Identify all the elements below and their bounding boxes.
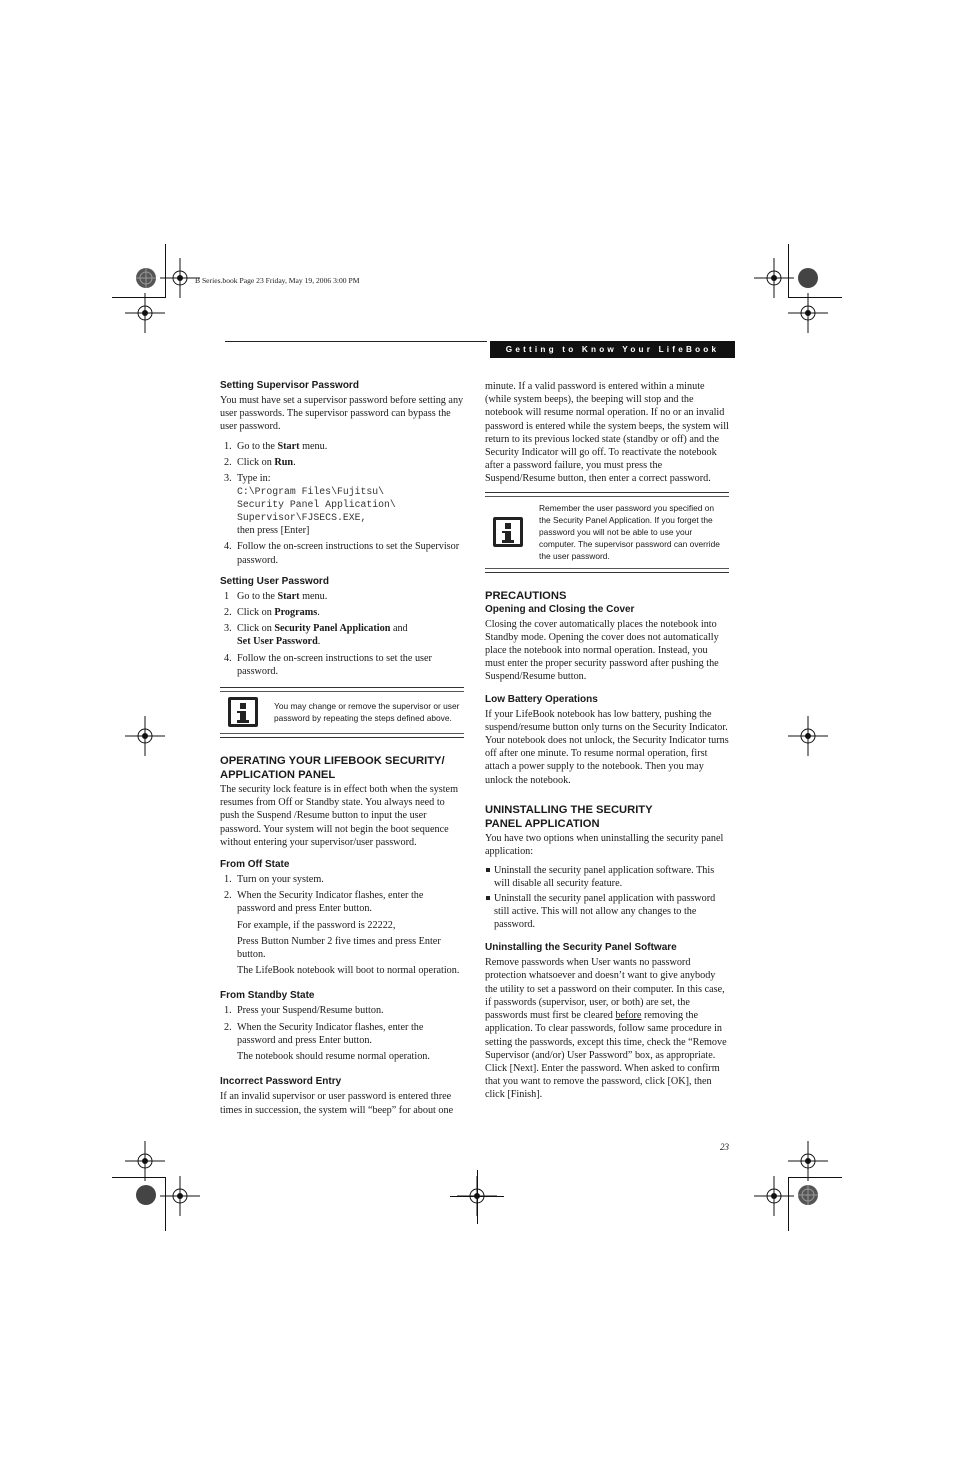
list-item: 4. Follow the on-screen instructions to set the Supervisor password. xyxy=(224,541,460,566)
step-list xyxy=(220,1004,464,1047)
paragraph: The LifeBook notebook will boot to normal operation. xyxy=(237,965,460,977)
list-item: 2. Click on Programs. xyxy=(224,607,320,619)
section-heading: From Off State xyxy=(220,859,290,871)
section-heading: UNINSTALLING THE SECURITY PANEL APPLICATION xyxy=(485,803,653,830)
paragraph: Closing the cover automatically places the notebook into Standby mode. Opening the cover does not automatically place the notebook into normal operation. Instead, you must enter the proper security password after pushing the Suspend/Resume button. xyxy=(485,618,719,683)
list-item: 2. Click on Run. xyxy=(224,456,296,468)
note-text: You may change or remove the supervisor or user password by repeating the steps defined above. xyxy=(274,701,460,724)
info-icon xyxy=(228,697,258,727)
registration-mark-icon xyxy=(788,716,828,756)
registration-mark-icon xyxy=(125,716,165,756)
paragraph: Remove passwords when User wants no password protection whatsoever and doesn’t want to give anybody the utility to set a password on their computer. In this case, if passwords (supervisor, user, or both) are set, the passwords must first be cleared before removing the application. To clear passwords, follow same procedure in setting the passwords, except this time, check the “Remove Supervisor (and/or) User Password” box, as appropriate. Click [Next]. Enter the password. When asked to confirm that you want to remove the password, click [OK], then click [Finish]. xyxy=(485,957,727,1101)
page-number: 23 xyxy=(720,1142,729,1152)
command-path: C:\Program Files\Fujitsu\ Security Panel Application\ Supervisor\FJSECS.EXE, xyxy=(237,486,396,524)
list-item: 3. Click on Security Panel Application and Set User Password. xyxy=(224,623,408,648)
paragraph: The notebook should resume normal operation. xyxy=(237,1051,430,1063)
running-head: B Series.book Page 23 Friday, May 19, 2006 3:00 PM xyxy=(195,276,360,285)
list-item: 4. Follow the on-screen instructions to set the user password. xyxy=(224,652,432,677)
registration-mark-icon xyxy=(160,1176,200,1216)
header-rule xyxy=(225,341,487,342)
color-target-icon xyxy=(126,1175,166,1215)
list-item: 2. When the Security Indicator flashes, enter the password and press Enter button. xyxy=(224,1021,424,1046)
list-item: 1. Go to the Start menu. xyxy=(224,440,328,452)
registration-mark-icon xyxy=(125,293,165,333)
list-item: 2. When the Security Indicator flashes, enter the password and press Enter button. xyxy=(224,890,424,915)
section-heading: From Standby State xyxy=(220,990,315,1002)
color-target-icon xyxy=(126,258,166,298)
bullet-list xyxy=(485,864,729,931)
left-column xyxy=(220,380,464,1117)
list-item: 1. Press your Suspend/Resume button. xyxy=(224,1005,384,1017)
step-list xyxy=(220,590,464,678)
color-target-icon xyxy=(788,1175,828,1215)
color-target-icon xyxy=(788,258,828,298)
step-list xyxy=(220,440,464,567)
list-item: Uninstall the security panel application with password still active. This will not allow any changes to the password. xyxy=(485,892,729,932)
info-note xyxy=(485,492,729,573)
right-column xyxy=(485,380,729,1102)
paragraph: Press Button Number 2 five times and press Enter button. xyxy=(237,935,441,961)
section-heading: Incorrect Password Entry xyxy=(220,1076,342,1088)
list-item: 1. Turn on your system. xyxy=(224,874,324,886)
note-text: Remember the user password you specified on the Security Panel Application. If you forget the password you will not be able to use your computer. The supervisor password can override the user password. xyxy=(539,502,720,561)
step-list xyxy=(220,873,464,916)
section-heading: Uninstalling the Security Panel Software xyxy=(485,942,677,954)
section-heading: Setting User Password xyxy=(220,575,329,587)
paragraph: You must have set a supervisor password before setting any user passwords. The supervisor password can bypass the user password. xyxy=(220,395,464,433)
paragraph: minute. If a valid password is entered within a minute (while system beeps), the beeping will stop and the notebook will resume normal operation. If no or an invalid password is entered while the system beeps, the system will return to its previous locked state (standby or off) and the Security Indicator will go off. To reactivate the notebook after a password failure, you must press the Suspend/Resume button, then enter a correct password. xyxy=(485,381,729,485)
paragraph: For example, if the password is 22222, xyxy=(237,919,396,931)
list-item: 1 Go to the Start menu. xyxy=(224,590,328,602)
section-heading: Opening and Closing the Cover xyxy=(485,603,635,615)
info-note xyxy=(220,687,464,738)
info-icon xyxy=(493,517,523,547)
registration-mark-icon xyxy=(788,293,828,333)
section-heading: OPERATING YOUR LIFEBOOK SECURITY/ APPLICATION PANEL xyxy=(220,755,445,782)
paragraph: The security lock feature is in effect both when the system resumes from Off or Standby state. You always need to push the Suspend /Resume button to input the user password. Your system will not begin the boot sequence without entering your supervisor/user password. xyxy=(220,784,459,848)
paragraph: If your LifeBook notebook has low battery, pushing the suspend/resume button only turns on the Security Indicator. Your notebook does not unlock, the Security Indicator turns off after one minute. To resume normal operation, first attach a power supply to the notebook. Then you may unlock the notebook. xyxy=(485,708,729,786)
registration-mark-icon xyxy=(160,258,200,298)
list-item: 3. Type in: C:\Program Files\Fujitsu\ Security Panel Application\ Supervisor\FJSECS.EXE, then press [Enter] xyxy=(220,472,464,537)
chapter-header: Getting to Know Your LifeBook xyxy=(490,341,735,358)
section-heading: Low Battery Operations xyxy=(485,693,598,705)
paragraph: If an invalid supervisor or user password is entered three times in succession, the system will “beep” for about one xyxy=(220,1091,454,1116)
paragraph: You have two options when uninstalling the security panel application: xyxy=(485,832,724,858)
list-item: Uninstall the security panel application software. This will disable all security feature. xyxy=(485,864,729,890)
section-heading: PRECAUTIONS xyxy=(485,589,567,602)
section-heading: Setting Supervisor Password xyxy=(220,380,359,391)
